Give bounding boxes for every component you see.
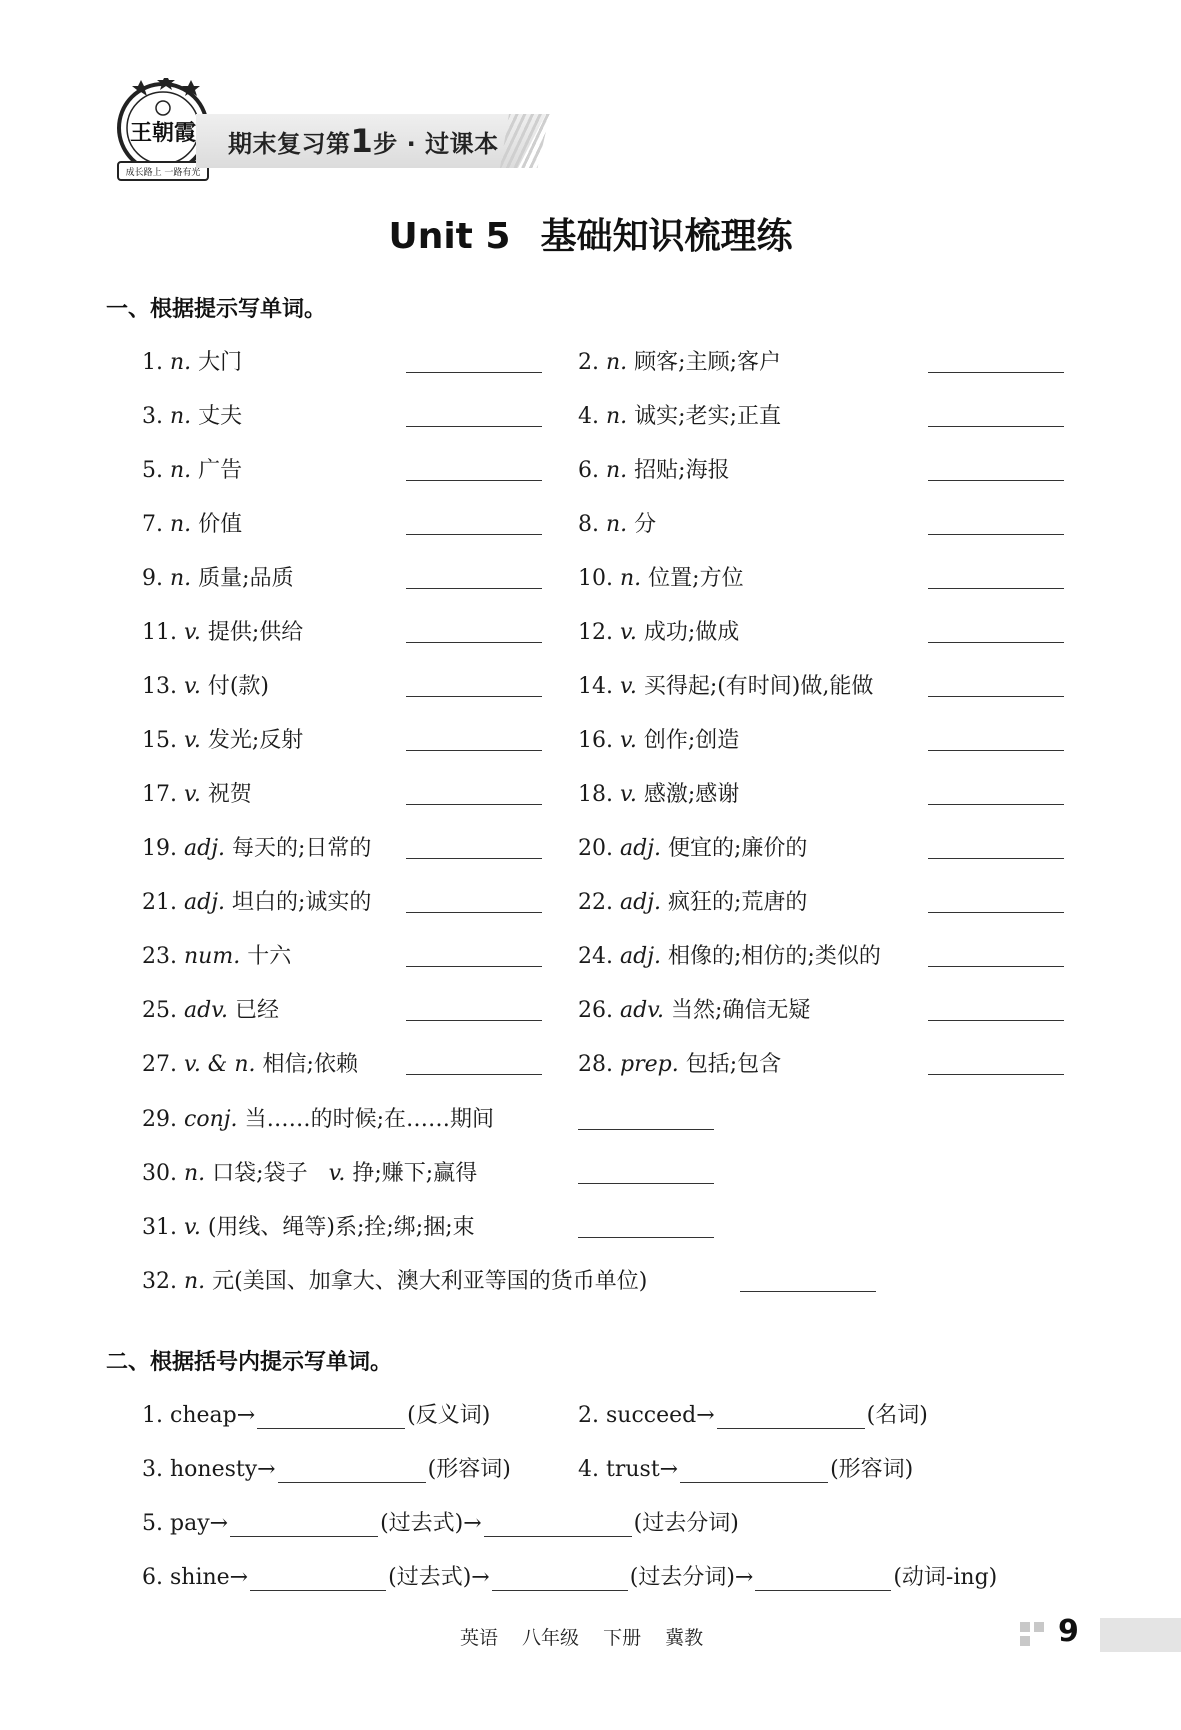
- answer-blank[interactable]: [928, 372, 1064, 373]
- answer-blank[interactable]: [406, 480, 542, 481]
- list-item: 18. v. 感激;感谢: [578, 782, 740, 807]
- brand-name: 王朝霞: [129, 120, 197, 146]
- answer-blank[interactable]: [928, 588, 1064, 589]
- page-number-bar: [1100, 1618, 1181, 1652]
- answer-blank[interactable]: [928, 426, 1064, 427]
- answer-blank[interactable]: [406, 588, 542, 589]
- list-item: 16. v. 创作;创造: [578, 728, 740, 753]
- list-item: 15. v. 发光;反射: [142, 728, 304, 753]
- answer-blank[interactable]: [928, 804, 1064, 805]
- list-item: 24. adj. 相像的;相仿的;类似的: [578, 944, 881, 969]
- list-item: 28. prep. 包括;包含: [578, 1052, 782, 1077]
- answer-blank[interactable]: [406, 912, 542, 913]
- answer-blank[interactable]: [406, 966, 542, 967]
- list-item: 3. honesty→ (形容词): [142, 1457, 511, 1482]
- list-item: 19. adj. 每天的;日常的: [142, 836, 372, 861]
- answer-blank[interactable]: [928, 966, 1064, 967]
- list-item: 14. v. 买得起;(有时间)做,能做: [578, 674, 874, 699]
- list-item: 1. n. 大门: [142, 350, 243, 375]
- list-item: 25. adv. 已经: [142, 998, 280, 1023]
- answer-blank[interactable]: [928, 858, 1064, 859]
- answer-blank[interactable]: [928, 642, 1064, 643]
- list-item: 3. n. 丈夫: [142, 404, 243, 429]
- answer-blank[interactable]: [278, 1460, 426, 1483]
- footer-text: 英语 八年级 下册 冀教: [460, 1627, 704, 1649]
- answer-blank[interactable]: [928, 534, 1064, 535]
- answer-blank[interactable]: [257, 1406, 405, 1429]
- answer-blank[interactable]: [928, 1020, 1064, 1021]
- list-item: 5. n. 广告: [142, 458, 243, 483]
- list-item: 7. n. 价值: [142, 512, 243, 537]
- answer-blank[interactable]: [717, 1406, 865, 1429]
- list-item: 22. adj. 疯狂的;荒唐的: [578, 890, 808, 915]
- answer-blank[interactable]: [928, 480, 1064, 481]
- answer-blank[interactable]: [578, 1129, 714, 1130]
- answer-blank[interactable]: [928, 750, 1064, 751]
- list-item: 27. v. & n. 相信;依赖: [142, 1052, 358, 1077]
- page-number: 9: [1058, 1614, 1079, 1649]
- answer-blank[interactable]: [230, 1514, 378, 1537]
- list-item: 26. adv. 当然;确信无疑: [578, 998, 811, 1023]
- list-item: 9. n. 质量;品质: [142, 566, 294, 591]
- answer-blank[interactable]: [680, 1460, 828, 1483]
- answer-blank[interactable]: [484, 1514, 632, 1537]
- answer-blank[interactable]: [406, 534, 542, 535]
- answer-blank[interactable]: [740, 1291, 876, 1292]
- answer-blank[interactable]: [928, 696, 1064, 697]
- list-item: 12. v. 成功;做成: [578, 620, 740, 645]
- list-item: 2. n. 顾客;主顾;客户: [578, 350, 781, 375]
- list-item: 11. v. 提供;供给: [142, 620, 304, 645]
- answer-blank[interactable]: [406, 1074, 542, 1075]
- answer-blank[interactable]: [578, 1183, 714, 1184]
- answer-blank[interactable]: [406, 750, 542, 751]
- list-item: 13. v. 付(款): [142, 674, 269, 699]
- list-item: 17. v. 祝贺: [142, 782, 252, 807]
- answer-blank[interactable]: [578, 1237, 714, 1238]
- section1-heading: 一、根据提示写单词。: [106, 297, 327, 322]
- answer-blank[interactable]: [755, 1568, 891, 1591]
- answer-blank[interactable]: [406, 642, 542, 643]
- answer-blank[interactable]: [406, 426, 542, 427]
- answer-blank[interactable]: [928, 912, 1064, 913]
- footer-square: [1020, 1622, 1030, 1632]
- list-item: 6. n. 招贴;海报: [578, 458, 730, 483]
- list-item: 2. succeed→ (名词): [578, 1403, 928, 1428]
- list-item: 20. adj. 便宜的;廉价的: [578, 836, 808, 861]
- list-item: 1. cheap→ (反义词): [142, 1403, 491, 1428]
- banner-text: 期末复习第1步 · 过课本: [228, 122, 499, 160]
- list-item: 4. n. 诚实;老实;正直: [578, 404, 781, 429]
- answer-blank[interactable]: [406, 372, 542, 373]
- footer-square: [1034, 1622, 1044, 1632]
- answer-blank[interactable]: [928, 1074, 1064, 1075]
- list-item: 5. pay→ (过去式)→ (过去分词): [142, 1511, 739, 1536]
- list-item: 29. conj. 当……的时候;在……期间: [142, 1107, 494, 1132]
- answer-blank[interactable]: [406, 804, 542, 805]
- list-item: 8. n. 分: [578, 512, 657, 537]
- answer-blank[interactable]: [406, 858, 542, 859]
- answer-blank[interactable]: [406, 1020, 542, 1021]
- answer-blank[interactable]: [406, 696, 542, 697]
- list-item: 6. shine→ (过去式)→ (过去分词)→ (动词-ing): [142, 1565, 998, 1590]
- page-title: Unit 5 基础知识梳理练: [388, 216, 793, 257]
- answer-blank[interactable]: [492, 1568, 628, 1591]
- list-item: 10. n. 位置;方位: [578, 566, 744, 591]
- list-item: 30. n. 口袋;袋子 v. 挣;赚下;赢得: [142, 1161, 478, 1186]
- list-item: 23. num. 十六: [142, 944, 292, 969]
- list-item: 32. n. 元(美国、加拿大、澳大利亚等国的货币单位): [142, 1269, 648, 1294]
- list-item: 4. trust→ (形容词): [578, 1457, 914, 1482]
- footer-square: [1020, 1636, 1030, 1646]
- section2-heading: 二、根据括号内提示写单词。: [106, 1350, 393, 1375]
- list-item: 21. adj. 坦白的;诚实的: [142, 890, 372, 915]
- answer-blank[interactable]: [250, 1568, 386, 1591]
- brand-slogan: 成长路上 一路有光: [125, 168, 201, 178]
- list-item: 31. v. (用线、绳等)系;拴;绑;捆;束: [142, 1215, 475, 1240]
